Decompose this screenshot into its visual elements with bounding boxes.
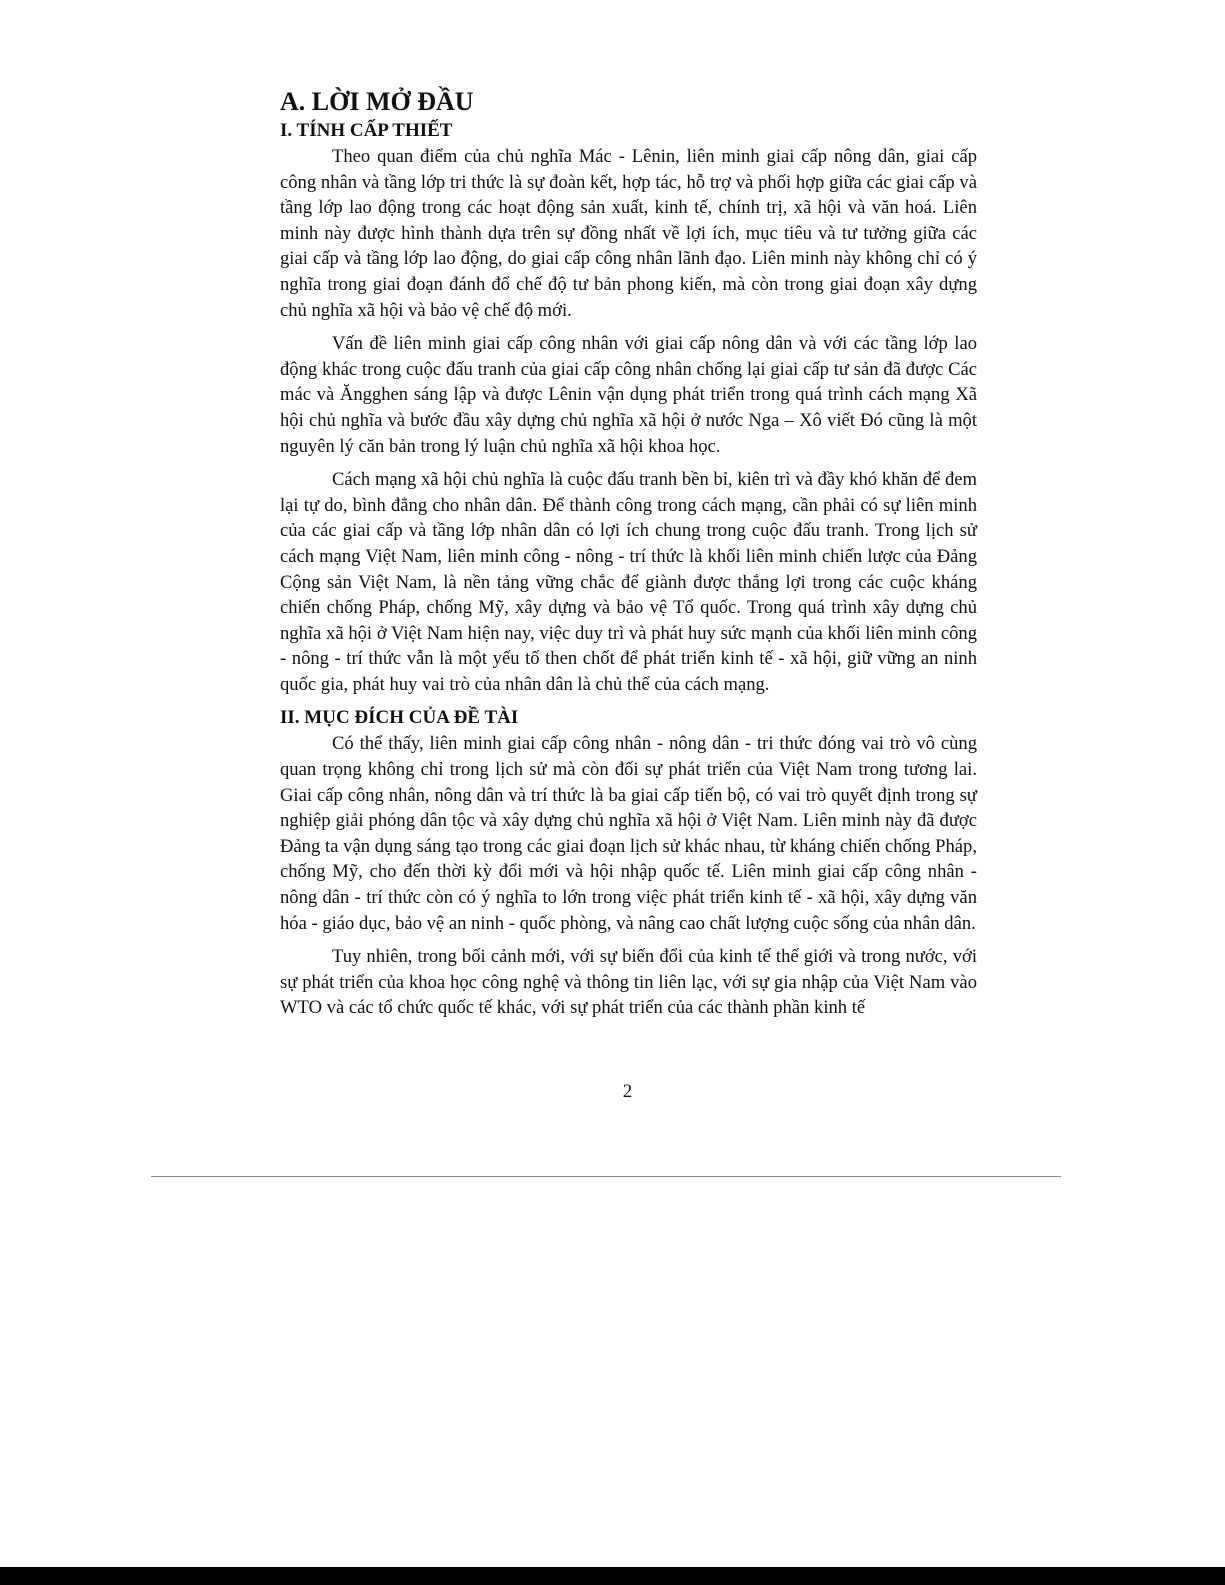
document-title: A. LỜI MỞ ĐẦU [280,87,474,116]
section-heading-purpose: II. MỤC ĐÍCH CỦA ĐỀ TÀI [280,707,519,729]
paragraph: Cách mạng xã hội chủ nghĩa là cuộc đấu tranh bền bỉ, kiên trì và đầy khó khăn để đem lại tự do, bình đẳng cho nhân dân. Để thành công trong cách mạng, cần phải có sự liên minh của các giai cấp và tầng lớp nhân dân có lợi ích chung trong cuộc đấu tranh. Trong lịch sử cách mạng Việt Nam, liên minh công - nông - trí thức là khối liên minh chiến lược của Đảng Cộng sản Việt Nam, là nền tảng vững chắc để giành được thắng lợi trong các cuộc kháng chiến chống Pháp, chống Mỹ, xây dựng và bảo vệ Tổ quốc. Trong quá trình xây dựng chủ nghĩa xã hội ở Việt Nam hiện nay, việc duy trì và phát huy sức mạnh của khối liên minh công - nông - trí thức vẫn là một yếu tố then chốt để phát triển kinh tế - xã hội, giữ vững an ninh quốc gia, phát huy vai trò của nhân dân là chủ thể của cách mạng. [280,469,977,695]
paragraph: Theo quan điểm của chủ nghĩa Mác - Lênin, liên minh giai cấp nông dân, giai cấp công nhân và tầng lớp tri thức là sự đoàn kết, hợp tác, hỗ trợ và phối hợp giữa các giai cấp và tầng lớp lao động trong các hoạt động sản xuất, kinh tế, chính trị, xã hội và văn hoá. Liên minh này được hình thành dựa trên sự đồng nhất về lợi ích, mục tiêu và tư tưởng giữa các giai cấp và tầng lớp lao động, do giai cấp công nhân lãnh đạo. Liên minh này không chỉ có ý nghĩa trong giai đoạn đánh đổ chế độ tư bản phong kiến, mà còn trong giai đoạn xây dựng chủ nghĩa xã hội và bảo vệ chế độ mới. [280,146,977,321]
section-heading-urgency: I. TÍNH CẤP THIẾT [280,120,453,141]
page-divider [151,1176,1061,1177]
paragraph: Tuy nhiên, trong bối cảnh mới, với sự biến đổi của kinh tế thế giới và trong nước, với sự phát triển của khoa học công nghệ và thông tin liên lạc, với sự gia nhập của Việt Nam vào WTO và các tổ chức quốc tế khác, với sự phát triển của các thành phần kinh tế [280,946,977,1019]
document-page [280,86,977,1029]
bottom-edge-bar [0,1567,1225,1585]
paragraph: Có thể thấy, liên minh giai cấp công nhân - nông dân - tri thức đóng vai trò vô cùng quan trọng không chỉ trong lịch sử mà còn đối sự phát triển của Việt Nam trong tương lai. Giai cấp công nhân, nông dân và trí thức là ba giai cấp tiến bộ, có vai trò quyết định trong sự nghiệp giải phóng dân tộc và xây dựng chủ nghĩa xã hội ở Việt Nam. Liên minh này đã được Đảng ta vận dụng sáng tạo trong các giai đoạn lịch sử khác nhau, từ kháng chiến chống Pháp, chống Mỹ, cho đến thời kỳ đổi mới và hội nhập quốc tế. Liên minh giai cấp công nhân - nông dân - trí thức còn có ý nghĩa to lớn trong việc phát triển kinh tế - xã hội, xây dựng văn hóa - giáo dục, bảo vệ an ninh - quốc phòng, và nâng cao chất lượng cuộc sống của nhân dân. [280,733,977,934]
page-number: 2 [622,1081,633,1102]
paragraph: Vấn đề liên minh giai cấp công nhân với giai cấp nông dân và với các tầng lớp lao động khác trong cuộc đấu tranh của giai cấp công nhân chống lại giai cấp tư sản đã được Các mác và Ăngghen sáng lập và được Lênin vận dụng phát triển trong quá trình cách mạng Xã hội chủ nghĩa và bước đầu xây dựng chủ nghĩa xã hội ở nước Nga – Xô viết Đó cũng là một nguyên lý căn bản trong lý luận chủ nghĩa xã hội khoa học. [280,333,977,457]
